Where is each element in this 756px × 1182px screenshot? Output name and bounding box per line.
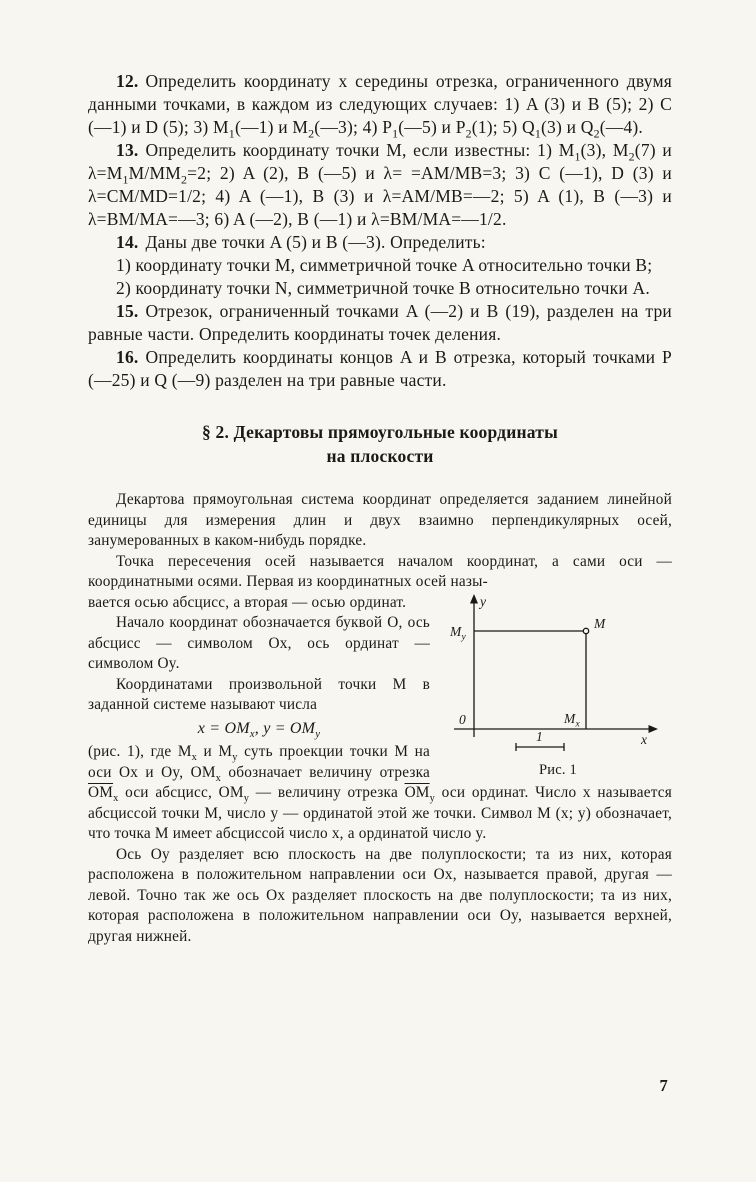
- problem-13-text: Определить координату точки M, если известны: 1) $M_1(3)$, $M_2(7)$ и $\lambda=M_1M/MM_2=2$; 2) A (2), B (—5) и λ= =AM/MB=3; 3) C (—1), D (3) и λ=CM/MD=1/2; 4) A (—1), B (3) и λ=AM/MB=—2; 5) A (1), B (—3) и λ=BM/MA=—3; 6) A (—2), B (—1) и λ=BM/MA=—1/2.: [88, 140, 672, 229]
- projection-My-label: $M_y$: [450, 623, 466, 642]
- coordinates-formula: $x = OM_x$, $y = OM_y$: [197, 719, 321, 740]
- figure-wrap-zone: [88, 593, 672, 948]
- x-axis-arrow: [649, 725, 659, 733]
- section-heading: [88, 420, 672, 468]
- origin-notation-paragraph: Начало координат обозначается буквой O, ось абсцисс — символом Ox, ось ординат — символом Oy.: [88, 614, 430, 672]
- coordinate-axes-diagram: [444, 591, 672, 759]
- projection-explanation-paragraph: (рис. 1), где $M_x$ и $M_y$ суть проекции точки M на оси Ox и Oy, $OM_x$ обозначает величину отрезка $\overline{OM}_x$ оси абсцисс, $OM_y$ — величину отрезка $\overline{OM}_y$ оси ординат. Число x называется абсциссой точки M, число y — ординатой этой же точки. Символ M (x; y) обозначает, что точка M имеет абсциссой число x, а ординатой число y.: [88, 743, 672, 842]
- problem-14-number: 14.: [116, 232, 139, 252]
- section-heading-line2: на плоскости: [326, 446, 434, 466]
- problem-15-text: Отрезок, ограниченный точками A (—2) и B (19), разделен на три равные части. Определить координаты точек деления.: [88, 301, 672, 344]
- point-M-label: M: [594, 615, 606, 631]
- problem-15-number: 15.: [116, 301, 139, 321]
- problem-12: [88, 70, 672, 139]
- problem-14-text: Даны две точки A (5) и B (—3). Определить:: [145, 232, 486, 252]
- problem-16-number: 16.: [116, 347, 139, 367]
- section-heading-line1: § 2. Декартовы прямоугольные координаты: [202, 422, 558, 442]
- problem-16: [88, 346, 672, 392]
- coordinates-intro-paragraph: Координатами произвольной точки M в заданной системе называют числа: [88, 675, 430, 713]
- figure-1: [444, 591, 672, 779]
- problem-14: [88, 231, 672, 254]
- problem-16-text: Определить координаты концов A и B отрезка, который точками P (—25) и Q (—9) разделен на три равные части.: [88, 347, 672, 390]
- intro-paragraph: Декартова прямоугольная система координат определяется заданием линейной единицы для измерения длин и двух взаимно перпендикулярных осей, занумерованных в каком-нибудь порядке.: [88, 491, 672, 549]
- problem-12-number: 12.: [116, 71, 139, 91]
- figure-caption: Рис. 1: [539, 761, 577, 778]
- problem-13: [88, 139, 672, 231]
- origin-label: 0: [459, 711, 466, 727]
- axes-paragraph-part2: вается осью абсцисс, а вторая — осью ординат.: [88, 593, 407, 611]
- page-number: 7: [659, 1076, 668, 1095]
- problem-12-text: Определить координату x середины отрезка, ограниченного двумя данными точками, в каждом из следующих случаев: 1) A (3) и B (5); 2) C (—1) и D (5); 3) $M_1(—1)$ и $M_2(—3)$; 4) $P_1(—5)$ и $P_2(1)$; 5) $Q_1(3)$ и $Q_2(—4)$.: [88, 71, 672, 141]
- problem-14-item-2-text: 2) координату точки N, симметричной точке B относительно точки A.: [116, 278, 650, 298]
- point-M-marker: [583, 628, 588, 633]
- y-axis-label: y: [480, 593, 487, 609]
- axes-paragraph-part1: Точка пересечения осей называется началом координат, а сами оси — координатными осями. Первая из координатных осей назы-: [88, 552, 672, 590]
- text-column: [88, 70, 672, 947]
- problem-14-item-1: [88, 254, 672, 277]
- unit-length-label: 1: [536, 728, 543, 744]
- problem-13-number: 13.: [116, 140, 139, 160]
- y-axis-arrow: [470, 594, 478, 604]
- problem-14-item-1-text: 1) координату точки M, симметричной точке A относительно точки B;: [116, 255, 653, 275]
- problem-14-item-2: [88, 277, 672, 300]
- halfplanes-paragraph: Ось Oy разделяет всю плоскость на две полуплоскости; та из них, которая расположена в положительном направлении оси Ox, называется правой, другая — левой. Точно так же ось Ox разделяет плоскость на две полуплоскости; та из них, которая расположена в положительном направлении оси Oy, называется верхней, другая нижней.: [88, 845, 672, 945]
- problem-15: [88, 300, 672, 346]
- projection-Mx-label: $M_x$: [564, 710, 580, 729]
- x-axis-label: x: [641, 731, 648, 747]
